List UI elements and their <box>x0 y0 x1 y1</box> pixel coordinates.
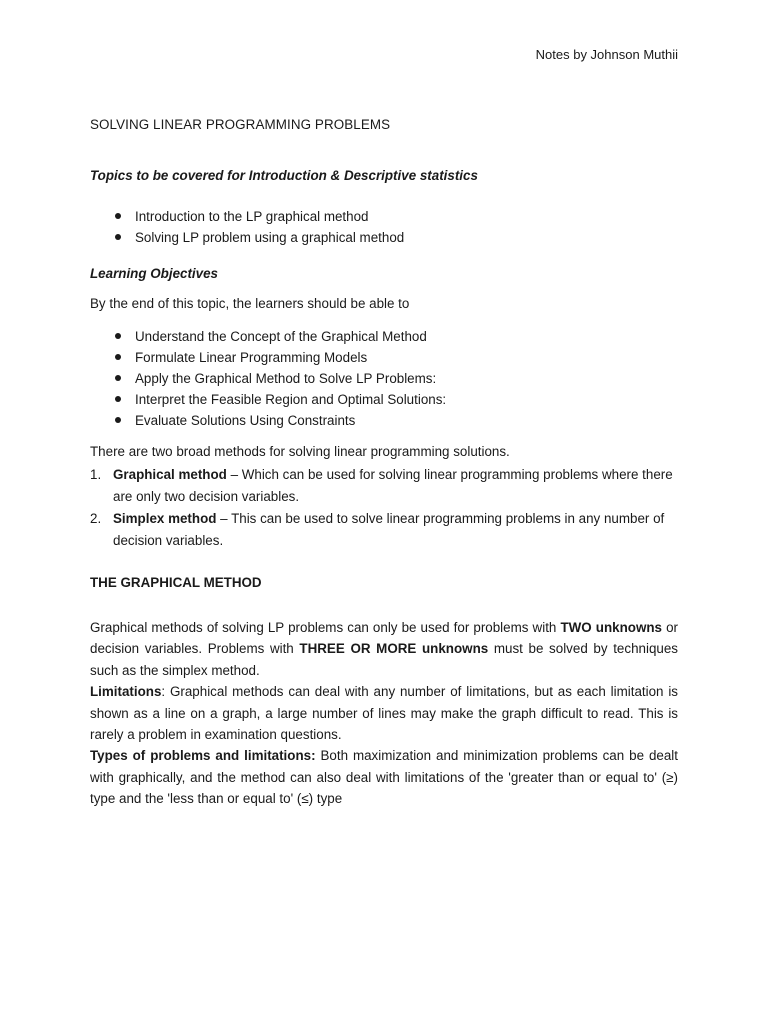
method-term: Graphical method <box>113 467 227 482</box>
list-item: Introduction to the LP graphical method <box>90 206 404 227</box>
method-description: – Which can be used for solving linear programming problems where there are only two decision variables. <box>113 467 673 504</box>
list-item: Understand the Concept of the Graphical Method <box>90 326 446 347</box>
list-item: Apply the Graphical Method to Solve LP Problems: <box>90 368 446 389</box>
list-item: Formulate Linear Programming Models <box>90 347 446 368</box>
bullet-icon <box>115 333 121 339</box>
list-item <box>90 508 678 551</box>
objectives-heading: Learning Objectives <box>90 266 218 281</box>
list-number: 1. <box>90 467 102 482</box>
list-item <box>90 464 678 507</box>
paragraph: Graphical methods of solving LP problems can only be used for problems with TWO unknowns or decision variables. Problems with THREE OR MORE unknowns must be solved by techniques such as the simplex method. <box>90 620 678 678</box>
topics-heading: Topics to be covered for Introduction & Descriptive statistics <box>90 168 478 183</box>
list-item: Evaluate Solutions Using Constraints <box>90 410 446 431</box>
bullet-icon <box>115 375 121 381</box>
paragraph: Types of problems and limitations: Both maximization and minimization problems can be dealt with graphically, and the method can also deal with limitations of the 'greater than or equal to' (≥) type and the 'less than or equal to' (≤) type <box>90 748 678 807</box>
header-note: Notes by Johnson Muthii <box>535 47 678 62</box>
bullet-icon <box>115 417 121 423</box>
paragraph: Limitations: Graphical methods can deal with any number of limitations, but as each limitation is shown as a line on a graph, a large number of lines may make the graph difficult to read. This is rarely a problem in examination questions. <box>90 684 678 743</box>
methods-intro: There are two broad methods for solving linear programming solutions. <box>90 444 510 459</box>
objectives-list <box>90 326 446 431</box>
bullet-icon <box>115 213 121 219</box>
section-heading: THE GRAPHICAL METHOD <box>90 575 262 590</box>
topics-list <box>90 206 404 248</box>
method-description: – This can be used to solve linear programming problems in any number of decision variables. <box>113 511 665 548</box>
bullet-icon <box>115 354 121 360</box>
list-number: 2. <box>90 511 102 526</box>
method-term: Simplex method <box>113 511 217 526</box>
bullet-icon <box>115 396 121 402</box>
methods-list <box>90 464 678 552</box>
document-title: SOLVING LINEAR PROGRAMMING PROBLEMS <box>90 117 391 132</box>
bullet-icon <box>115 234 121 240</box>
objectives-intro: By the end of this topic, the learners should be able to <box>90 296 410 311</box>
list-item: Solving LP problem using a graphical method <box>90 227 404 248</box>
graphical-body <box>90 617 678 810</box>
list-item: Interpret the Feasible Region and Optimal Solutions: <box>90 389 446 410</box>
